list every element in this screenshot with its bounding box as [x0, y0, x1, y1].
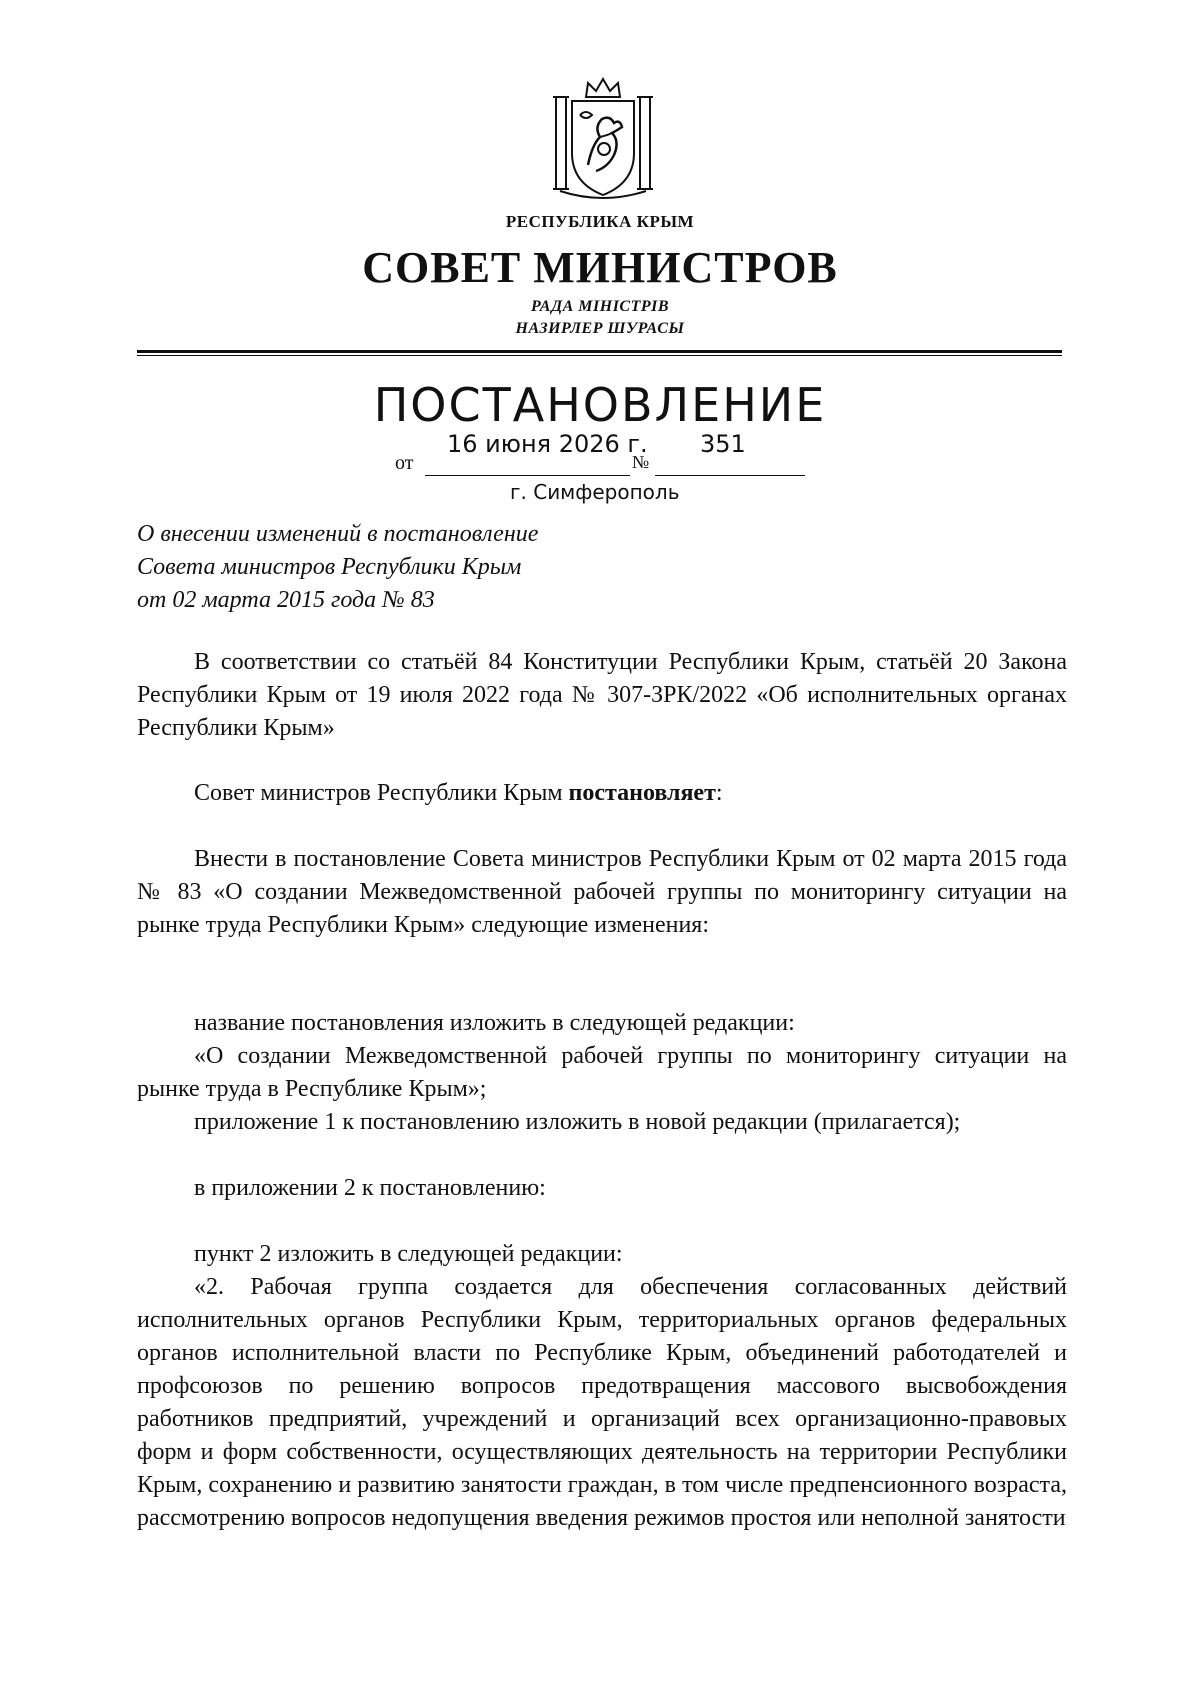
date-underline: [425, 475, 630, 476]
council-title: СОВЕТ МИНИСТРОВ: [362, 243, 838, 292]
decree-paragraph: [137, 777, 1067, 810]
decree-word: постановляет: [568, 780, 716, 806]
appendix2-paragraph: [137, 1172, 1067, 1205]
decree-text: [137, 777, 1067, 810]
republic-name: РЕСПУБЛИКА КРЫМ: [505, 212, 695, 231]
number-underline: [655, 475, 805, 476]
point2-paragraph: [137, 1238, 1067, 1535]
document-city: г. Симферополь: [510, 480, 680, 504]
point2-text: «2. Рабочая группа создается для обеспечения согласованных действий исполнительных органов Республики Крым, территориальных органов федеральных органов исполнительной власти по Республике Крым, объединений работодателей и профсоюзов по решению вопросов предотвращения массового высвобождения работников предприятий, учреждений и организаций всех организационно-правовых форм и форм собственности, осуществляющих деятельность на территории Республики Крым, сохранению и развитию занятости граждан, в том числе предпенсионного возраста, рассмотрению вопросов недопущения введения режимов простоя или неполной занятости: [137, 1274, 1067, 1531]
subject-line: О внесении изменений в постановление: [137, 521, 539, 547]
point2-intro-text: пункт 2 изложить в следующей редакции:: [194, 1241, 623, 1267]
council-title-crimean-tatar: НАЗИРЛЕР ШУРАСЫ: [515, 320, 685, 337]
appendix1-text: приложение 1 к постановлению изложить в новой редакции (прилагается);: [194, 1109, 961, 1135]
subject-line: от 02 марта 2015 года № 83: [137, 587, 435, 613]
legal-basis-paragraph: [137, 646, 1067, 745]
amend-intro-text: Внести в постановление Совета министров Республики Крым от 02 марта 2015 года № 83 «О создании Межведомственной рабочей группы по мониторингу ситуации на рынке труда Республики Крым» следующие изменения:: [137, 846, 1067, 938]
legal-basis-text: В соответствии со статьёй 84 Конституции Республики Крым, статьёй 20 Закона Республики Крым от 19 июля 2022 года № 307-ЗРК/2022 «Об исполнительных органах Республики Крым»: [137, 649, 1067, 741]
number-label: №: [632, 452, 650, 472]
decree-suffix: :: [715, 780, 723, 806]
decree-prefix: Совет министров Республики Крым: [194, 780, 563, 806]
header-divider-thick: [137, 350, 1062, 353]
amend-intro-paragraph: [137, 843, 1067, 942]
appendix1-paragraph: [137, 1106, 1067, 1139]
coat-of-arms-emblem: [550, 75, 656, 201]
subject-line: Совета министров Республики Крым: [137, 554, 522, 580]
document-date: 16 июня 2026 г.: [447, 430, 648, 458]
council-title-ukrainian: РАДА МІНІСТРІВ: [530, 298, 670, 315]
date-prefix: от: [395, 452, 414, 474]
name-change-text: название постановления изложить в следующей редакции:: [194, 1010, 795, 1036]
document-number: 351: [700, 430, 746, 458]
header-divider-thin: [137, 355, 1062, 356]
appendix2-text: в приложении 2 к постановлению:: [194, 1175, 546, 1201]
document-subject: [137, 518, 538, 617]
name-change-paragraph: [137, 1007, 1067, 1106]
document-type: ПОСТАНОВЛЕНИЕ: [373, 378, 827, 432]
new-name-text: «О создании Межведомственной рабочей группы по мониторингу ситуации на рынке труда в Республике Крым»;: [137, 1043, 1067, 1102]
